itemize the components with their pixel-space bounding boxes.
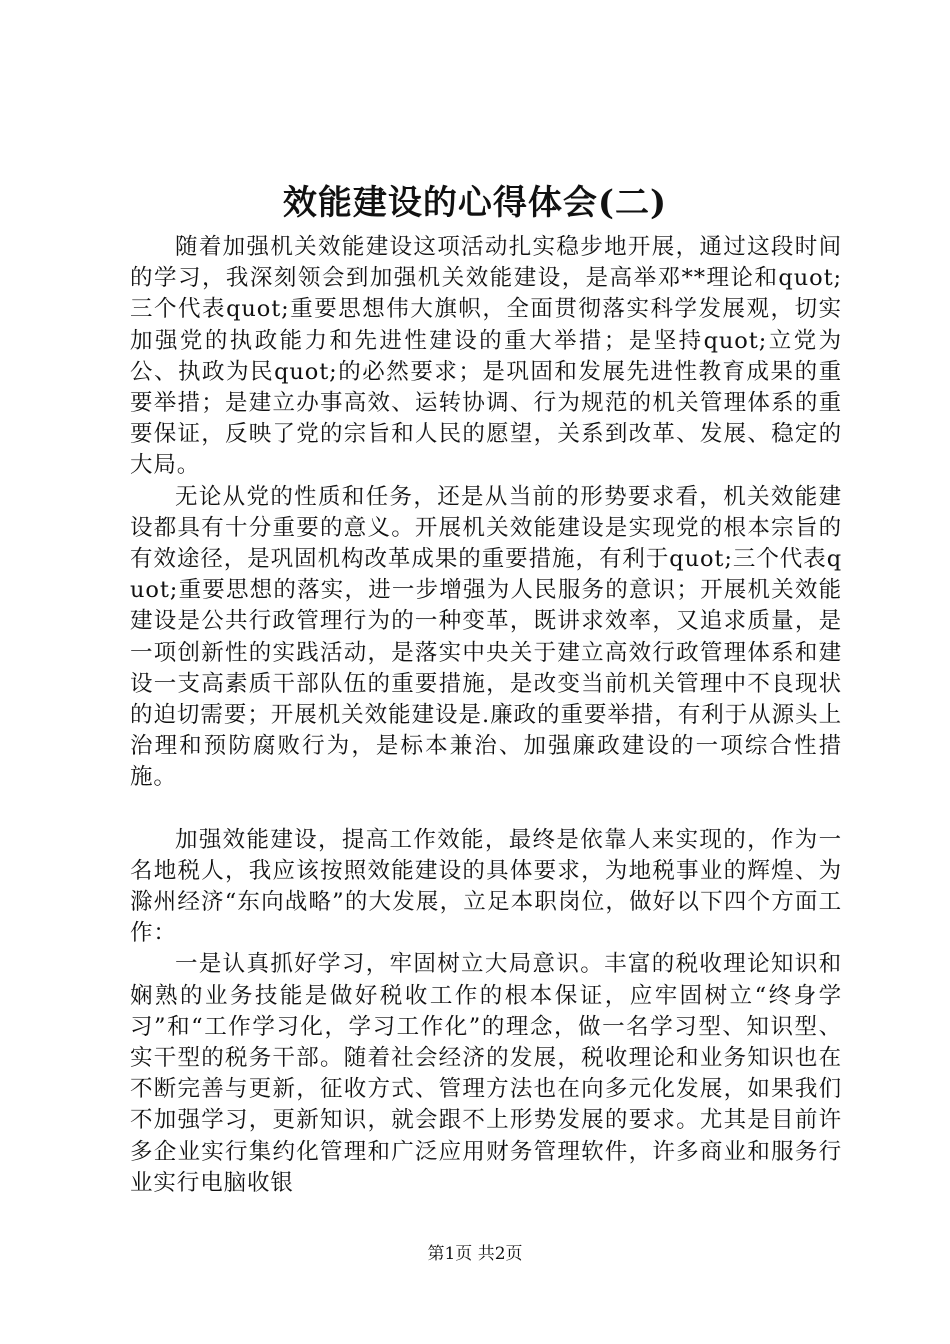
- paragraph-3: 加强效能建设，提高工作效能，最终是依靠人来实现的，作为一名地税人，我应该按照效能建设的具体要求，为地税事业的辉煌、为滁州经济“东向战略”的大发展，立足本职岗位，做好以下四个方面工作：: [130, 826, 842, 947]
- paragraph-4: 一是认真抓好学习，牢固树立大局意识。丰富的税收理论知识和娴熟的业务技能是做好税收工作的根本保证，应牢固树立“终身学习”和“工作学习化，学习工作化”的理念，做一名学习型、知识型、实干型的税务干部。随着社会经济的发展，税收理论和业务知识也在不断完善与更新，征收方式、管理方法也在向多元化发展，如果我们不加强学习，更新知识，就会跟不上形势发展的要求。尤其是目前许多企业实行集约化管理和广泛应用财务管理软件，许多商业和服务行业实行电脑收银: [130, 951, 842, 1196]
- document-body: [130, 232, 842, 1199]
- paragraph-spacer: [130, 794, 842, 825]
- paragraph-1: 随着加强机关效能建设这项活动扎实稳步地开展，通过这段时间的学习，我深刻领会到加强机关效能建设，是高举邓**理论和quot;三个代表quot;重要思想伟大旗帜，全面贯彻落实科学发展观，切实加强党的执政能力和先进性建设的重大举措；是坚持quot;立党为公、执政为民quot;的必然要求；是巩固和发展先进性教育成果的重要举措；是建立办事高效、运转协调、行为规范的机关管理体系的重要保证，反映了党的宗旨和人民的愿望，关系到改革、发展、稳定的大局。: [130, 234, 842, 479]
- document-title: 效能建设的心得体会(二): [282, 183, 668, 223]
- paragraph-2: 无论从党的性质和任务，还是从当前的形势要求看，机关效能建设都具有十分重要的意义。开展机关效能建设是实现党的根本宗旨的有效途径，是巩固机构改革成果的重要措施，有利于quot;三个代表quot;重要思想的落实，进一步增强为人民服务的意识；开展机关效能建设是公共行政管理行为的一种变革，既讲求效率，又追求质量，是一项创新性的实践活动，是落实中央关于建立高效行政管理体系和建设一支高素质干部队伍的重要措施，是改变当前机关管理中不良现状的迫切需要；开展机关效能建设是.廉政的重要举措，有利于从源头上治理和预防腐败行为，是标本兼治、加强廉政建设的一项综合性措施。: [130, 483, 842, 791]
- page-number-footer: 第1页 共2页: [427, 1244, 523, 1264]
